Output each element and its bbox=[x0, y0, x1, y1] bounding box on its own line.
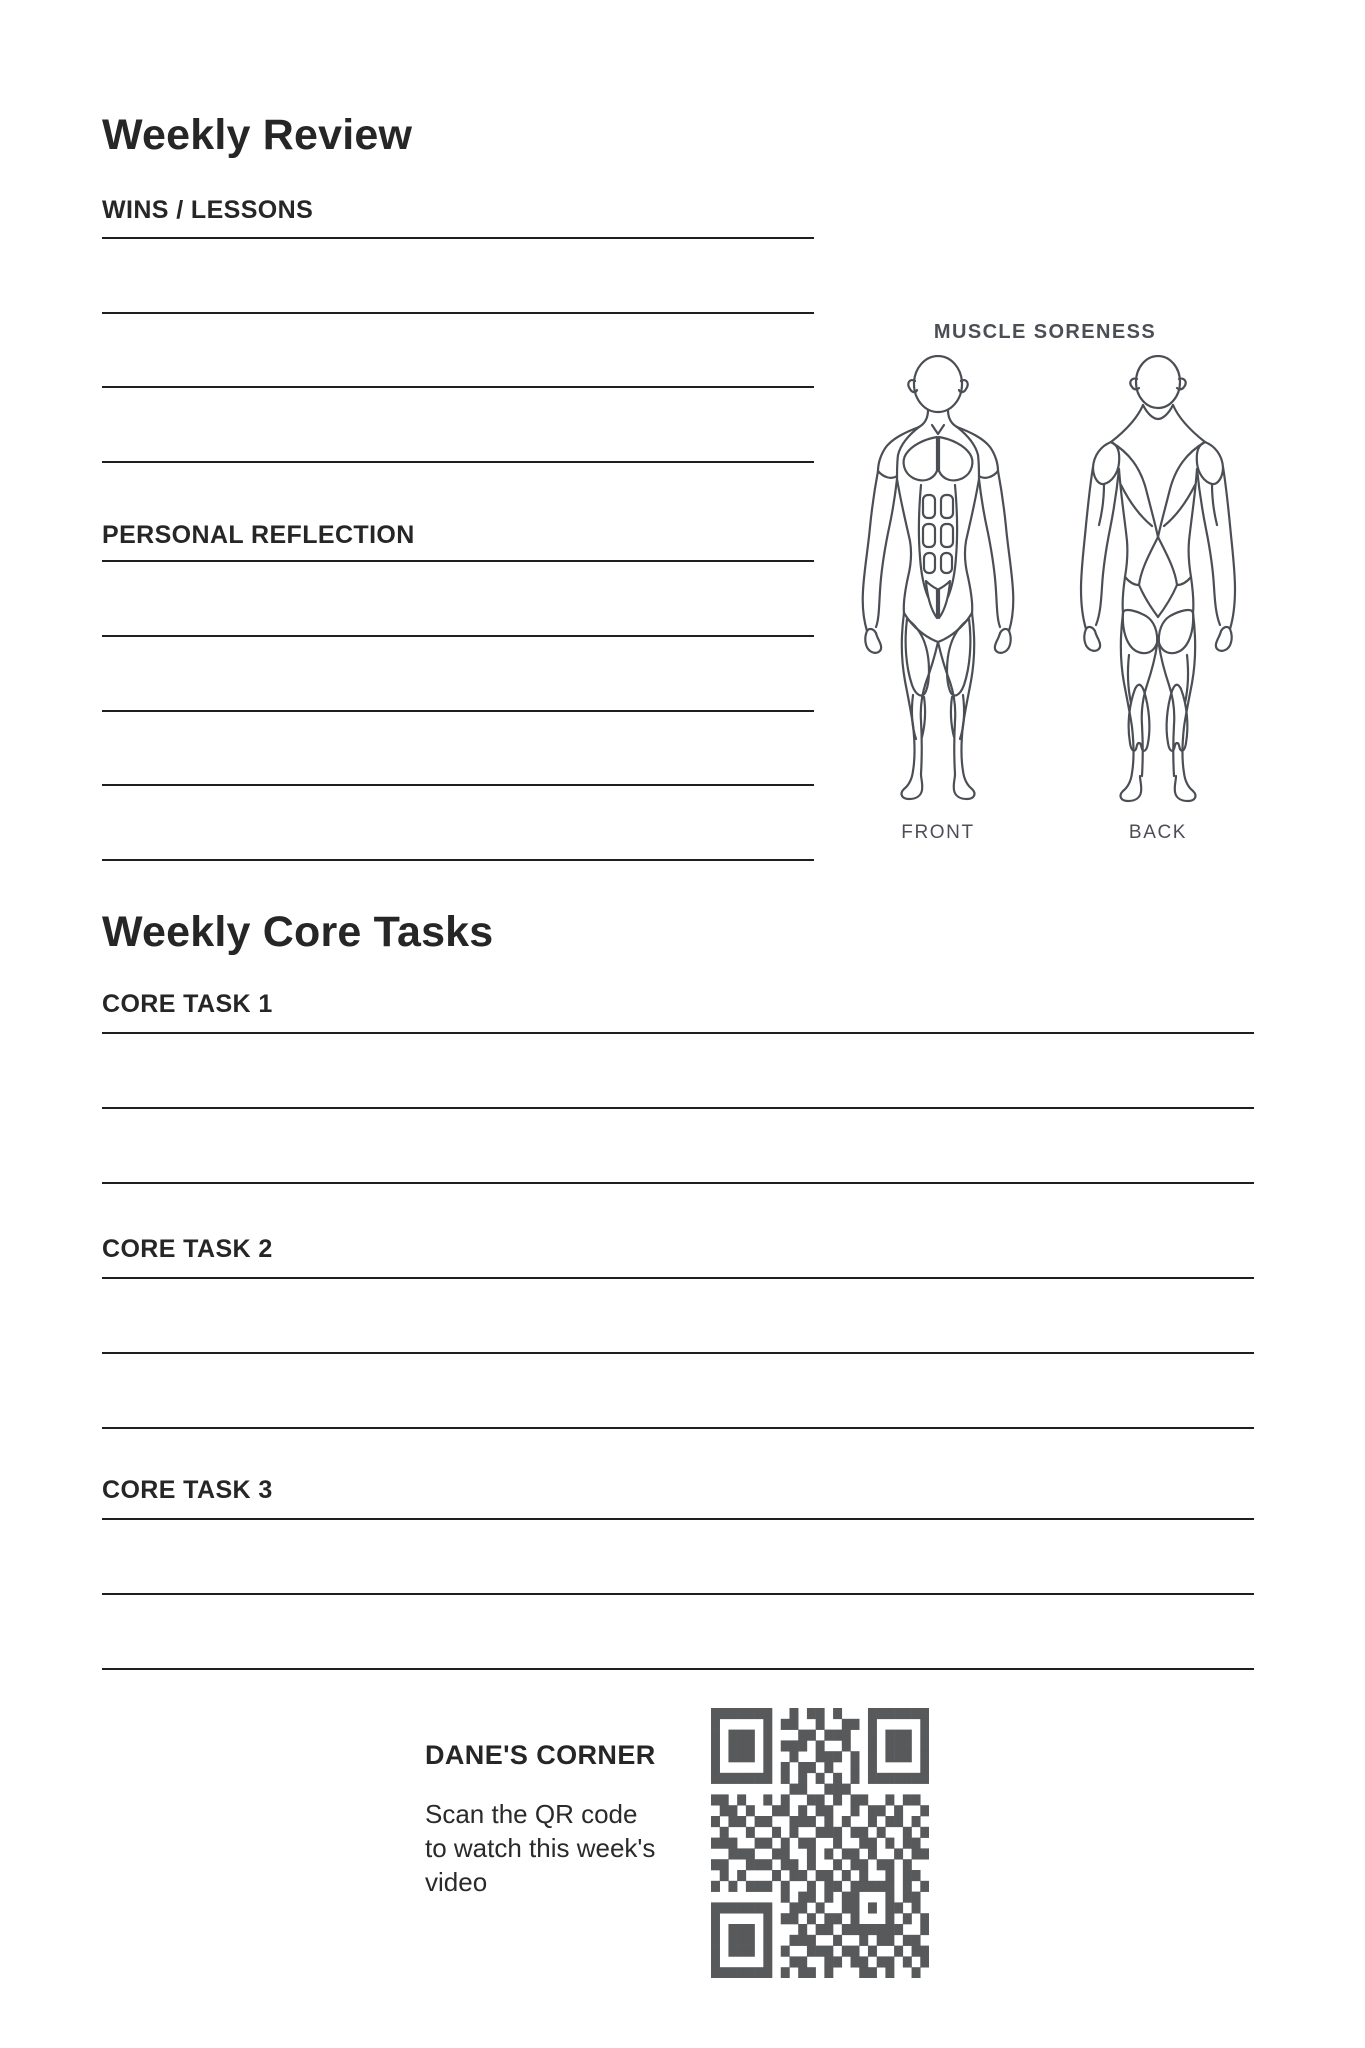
ruled-line bbox=[102, 859, 814, 861]
personal-reflection-section bbox=[102, 521, 814, 876]
ruled-line bbox=[102, 560, 814, 562]
back-figure-caption: BACK bbox=[1128, 822, 1188, 843]
core-task-1-label: CORE TASK 1 bbox=[102, 990, 273, 1018]
danes-corner-title: DANE'S CORNER bbox=[425, 1740, 656, 1770]
muscle-diagram-front bbox=[853, 355, 1023, 805]
ruled-line bbox=[102, 1593, 1254, 1595]
danes-corner-description bbox=[425, 1797, 715, 1899]
personal-reflection-label: PERSONAL REFLECTION bbox=[102, 521, 415, 549]
wins-lessons-section bbox=[102, 196, 814, 476]
ruled-line bbox=[102, 1107, 1254, 1109]
core-task-2-section bbox=[102, 1235, 1254, 1435]
ruled-line bbox=[102, 461, 814, 463]
ruled-line bbox=[102, 1427, 1254, 1429]
ruled-line bbox=[102, 710, 814, 712]
wins-lessons-label: WINS / LESSONS bbox=[102, 196, 314, 224]
muscle-soreness-title: MUSCLE SORENESS bbox=[933, 321, 1157, 343]
ruled-line bbox=[102, 1518, 1254, 1520]
ruled-line bbox=[102, 237, 814, 239]
front-figure-caption: FRONT bbox=[901, 822, 975, 843]
core-task-1-section bbox=[102, 990, 1254, 1190]
ruled-line bbox=[102, 1182, 1254, 1184]
ruled-line bbox=[102, 1277, 1254, 1279]
danes-corner-description-line: video bbox=[425, 1867, 488, 1897]
ruled-line bbox=[102, 635, 814, 637]
ruled-line bbox=[102, 312, 814, 314]
ruled-line bbox=[102, 1032, 1254, 1034]
ruled-line bbox=[102, 1668, 1254, 1670]
qr-code bbox=[711, 1708, 929, 1978]
danes-corner-description-line: to watch this week's bbox=[425, 1833, 656, 1863]
danes-corner-description-line: Scan the QR code bbox=[425, 1799, 638, 1829]
core-tasks-title: Weekly Core Tasks bbox=[102, 908, 494, 956]
core-task-3-label: CORE TASK 3 bbox=[102, 1476, 273, 1504]
ruled-line bbox=[102, 386, 814, 388]
ruled-line bbox=[102, 784, 814, 786]
muscle-diagram-back bbox=[1073, 355, 1243, 805]
core-task-3-section bbox=[102, 1476, 1254, 1676]
core-task-2-label: CORE TASK 2 bbox=[102, 1235, 273, 1263]
ruled-line bbox=[102, 1352, 1254, 1354]
page-title: Weekly Review bbox=[102, 111, 413, 159]
